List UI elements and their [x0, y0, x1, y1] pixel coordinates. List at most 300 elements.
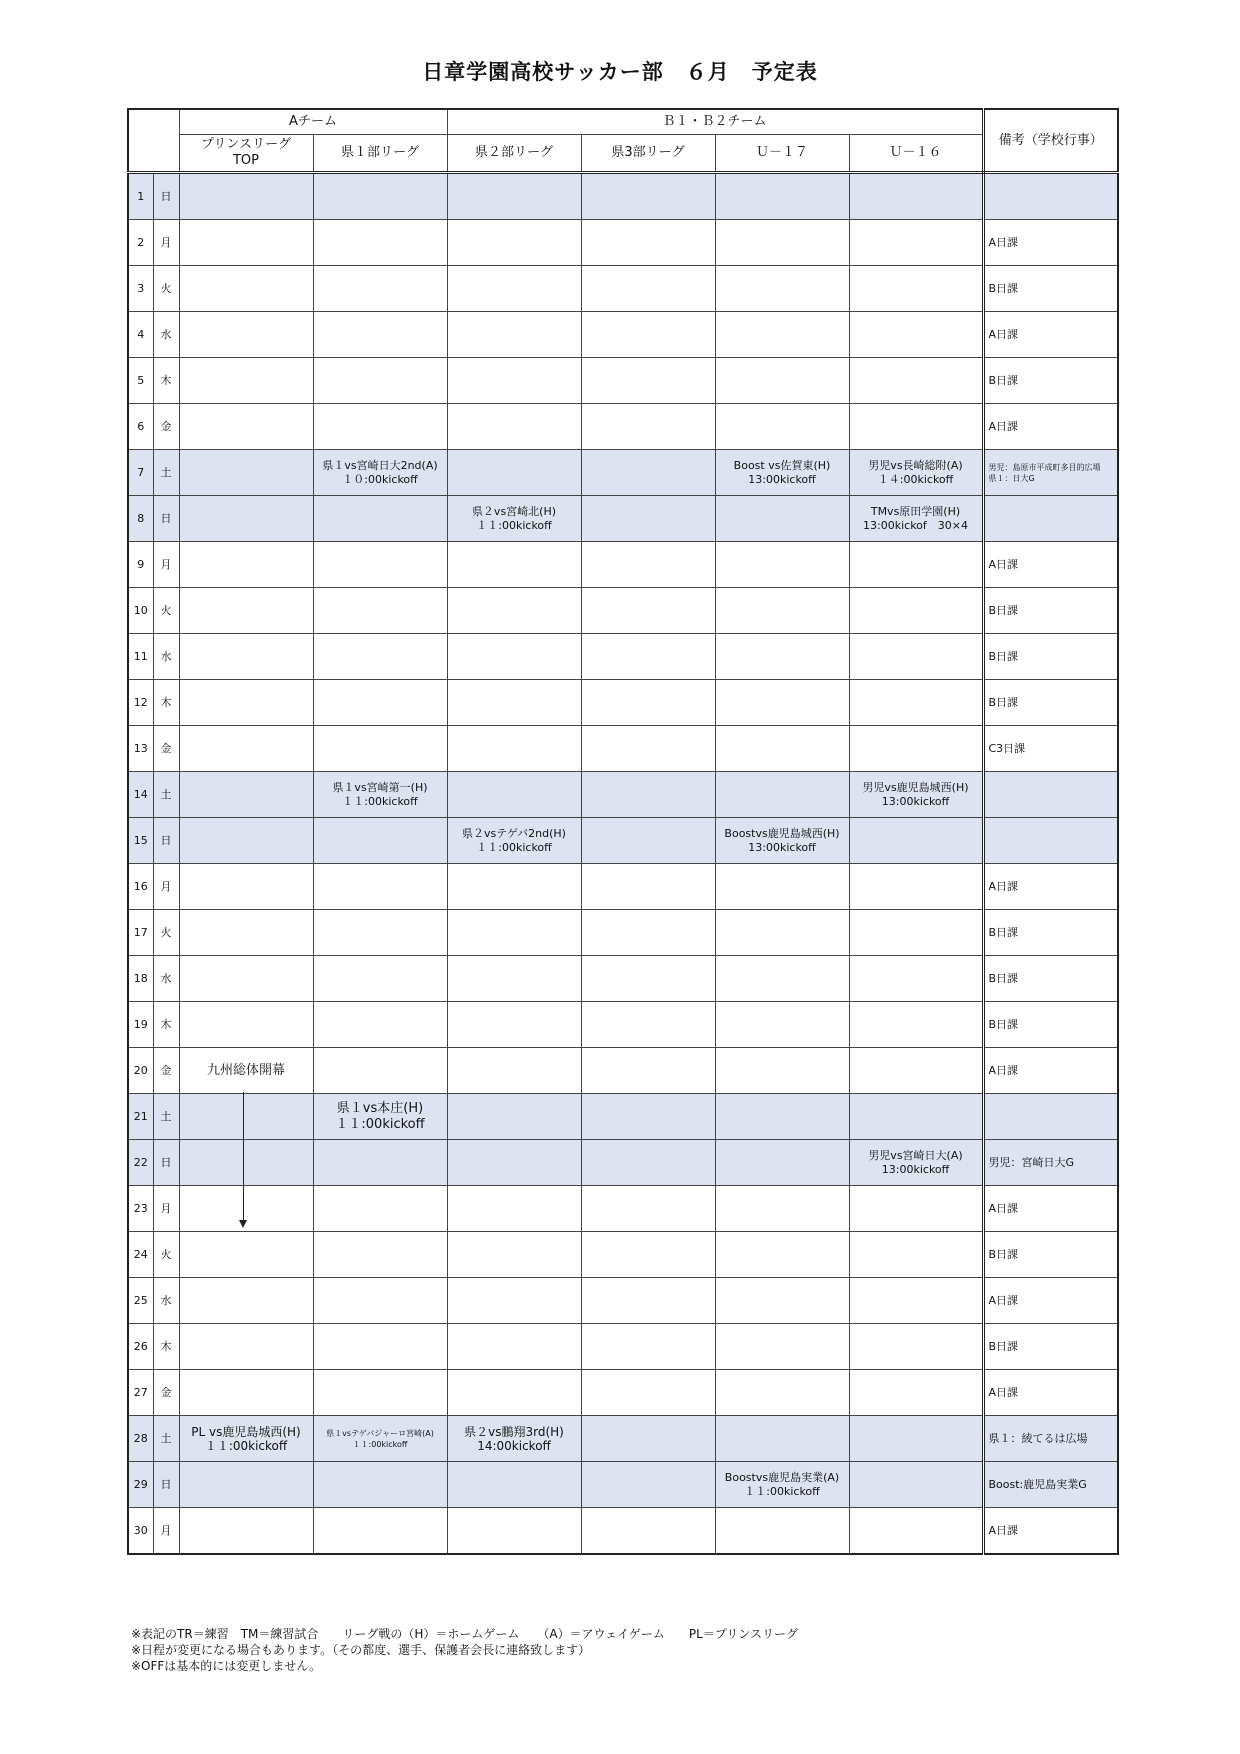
schedule-cell — [447, 450, 581, 496]
schedule-cell — [849, 404, 983, 450]
table-row — [128, 404, 1118, 450]
notes-cell — [983, 1140, 1118, 1186]
schedule-cell — [581, 220, 715, 266]
table-row — [128, 1094, 1118, 1140]
day-number: 8 — [128, 496, 153, 542]
schedule-cell — [581, 450, 715, 496]
schedule-cell — [715, 1232, 849, 1278]
schedule-cell — [715, 1370, 849, 1416]
weekday: 木 — [153, 1002, 179, 1048]
schedule-cell — [179, 1140, 313, 1186]
notes-header: 備考（学校行事） — [983, 109, 1118, 173]
table-row — [128, 1048, 1118, 1094]
table-row — [128, 1416, 1118, 1462]
table-row — [128, 542, 1118, 588]
schedule-cell — [179, 1416, 313, 1462]
schedule-cell — [849, 1048, 983, 1094]
schedule-cell — [313, 956, 447, 1002]
schedule-cell — [715, 956, 849, 1002]
notes-cell — [983, 404, 1118, 450]
schedule-cell — [179, 496, 313, 542]
schedule-cell — [715, 1048, 849, 1094]
schedule-cell — [447, 1416, 581, 1462]
schedule-cell — [313, 1370, 447, 1416]
schedule-cell — [849, 680, 983, 726]
note-text: A日課 — [988, 1385, 1019, 1399]
notes-cell — [983, 772, 1118, 818]
weekday: 水 — [153, 634, 179, 680]
schedule-cell — [447, 818, 581, 864]
schedule-cell — [447, 1370, 581, 1416]
schedule-cell — [715, 680, 849, 726]
column-header: 県２部リーグ — [447, 135, 581, 173]
schedule-cell — [447, 266, 581, 312]
schedule-cell — [581, 1002, 715, 1048]
notes-cell — [983, 588, 1118, 634]
schedule-cell — [179, 864, 313, 910]
weekday: 日 — [153, 496, 179, 542]
column-header: 県１部リーグ — [313, 135, 447, 173]
notes-cell — [983, 910, 1118, 956]
notes-cell — [983, 312, 1118, 358]
weekday: 水 — [153, 956, 179, 1002]
schedule-cell — [447, 496, 581, 542]
schedule-cell — [849, 1094, 983, 1140]
notes-cell — [983, 1416, 1118, 1462]
cell-text: 男児vs長崎総附(A) １４:00kickoff — [868, 458, 963, 486]
schedule-cell — [179, 220, 313, 266]
table-row — [128, 864, 1118, 910]
weekday: 日 — [153, 1462, 179, 1508]
schedule-cell — [179, 588, 313, 634]
day-number: 19 — [128, 1002, 153, 1048]
schedule-cell — [179, 1324, 313, 1370]
schedule-cell — [179, 542, 313, 588]
schedule-cell — [313, 1278, 447, 1324]
notes-cell — [983, 1370, 1118, 1416]
schedule-cell — [581, 588, 715, 634]
page-title: 日章学園高校サッカー部 ６月 予定表 — [422, 60, 818, 84]
note-text: B日課 — [988, 1247, 1019, 1261]
schedule-cell — [581, 726, 715, 772]
schedule-cell — [581, 956, 715, 1002]
schedule-cell — [581, 1140, 715, 1186]
footnote: ※表記のTR＝練習 TM＝練習試合 リーグ戦の（H）＝ホームゲーム （A）＝アウェイゲーム PL＝プリンスリーグ — [131, 1627, 799, 1641]
schedule-cell — [447, 772, 581, 818]
column-header: Ｕ－１７ — [715, 135, 849, 173]
schedule-cell — [179, 1048, 313, 1094]
cell-text: 県１vsテゲバジャーロ宮崎(A) １１:00kickoff — [326, 1428, 434, 1449]
notes-cell — [983, 680, 1118, 726]
notes-cell — [983, 220, 1118, 266]
schedule-cell — [849, 1278, 983, 1324]
weekday: 月 — [153, 1508, 179, 1555]
table-row — [128, 1462, 1118, 1508]
note-text: A日課 — [988, 235, 1019, 249]
cell-text: 男児vs宮崎日大(A) 13:00kickoff — [868, 1148, 963, 1176]
schedule-cell — [849, 818, 983, 864]
schedule-cell — [715, 1508, 849, 1555]
schedule-cell — [715, 1094, 849, 1140]
schedule-cell — [447, 173, 581, 220]
schedule-cell — [715, 220, 849, 266]
schedule-cell — [849, 1416, 983, 1462]
table-row — [128, 173, 1118, 220]
schedule-cell — [447, 1232, 581, 1278]
schedule-cell — [447, 1278, 581, 1324]
schedule-cell — [849, 956, 983, 1002]
schedule-cell — [313, 1002, 447, 1048]
schedule-cell — [313, 496, 447, 542]
cell-text: 県２vsテゲバ2nd(H) １１:00kickoff — [462, 826, 566, 854]
table-row — [128, 1232, 1118, 1278]
schedule-cell — [581, 864, 715, 910]
schedule-cell — [447, 358, 581, 404]
table-row — [128, 726, 1118, 772]
schedule-cell — [715, 1416, 849, 1462]
schedule-cell — [313, 1416, 447, 1462]
table-row — [128, 1002, 1118, 1048]
schedule-cell — [179, 956, 313, 1002]
notes-cell — [983, 173, 1118, 220]
schedule-cell — [447, 1186, 581, 1232]
schedule-cell — [447, 404, 581, 450]
schedule-cell — [313, 910, 447, 956]
day-number: 13 — [128, 726, 153, 772]
day-number: 18 — [128, 956, 153, 1002]
table-row — [128, 358, 1118, 404]
schedule-cell — [581, 1048, 715, 1094]
notes-cell — [983, 1324, 1118, 1370]
weekday: 木 — [153, 1324, 179, 1370]
weekday: 日 — [153, 173, 179, 220]
notes-cell — [983, 956, 1118, 1002]
weekday: 月 — [153, 220, 179, 266]
schedule-cell — [581, 312, 715, 358]
day-number: 16 — [128, 864, 153, 910]
schedule-cell — [715, 358, 849, 404]
column-header: Ｕ－１６ — [849, 135, 983, 173]
weekday: 火 — [153, 910, 179, 956]
schedule-cell — [715, 864, 849, 910]
table-row — [128, 496, 1118, 542]
schedule-cell — [581, 772, 715, 818]
day-number: 28 — [128, 1416, 153, 1462]
schedule-cell — [447, 1140, 581, 1186]
cell-text: Boostvs鹿児島城西(H) 13:00kickoff — [724, 826, 840, 854]
note-text: A日課 — [988, 1293, 1019, 1307]
note-text: B日課 — [988, 603, 1019, 617]
schedule-cell — [179, 1508, 313, 1555]
schedule-cell — [447, 634, 581, 680]
day-number: 3 — [128, 266, 153, 312]
day-number: 26 — [128, 1324, 153, 1370]
schedule-cell — [849, 450, 983, 496]
schedule-cell — [849, 634, 983, 680]
day-number: 7 — [128, 450, 153, 496]
schedule-cell — [849, 173, 983, 220]
schedule-table — [127, 108, 1119, 1555]
schedule-cell — [313, 220, 447, 266]
schedule-cell — [313, 680, 447, 726]
cell-text: 県１vs宮崎第一(H) １１:00kickoff — [332, 780, 428, 808]
schedule-cell — [313, 588, 447, 634]
notes-cell — [983, 726, 1118, 772]
column-header: プリンスリーグ TOP — [179, 135, 313, 173]
notes-cell — [983, 266, 1118, 312]
day-number: 1 — [128, 173, 153, 220]
table-row — [128, 588, 1118, 634]
notes-cell — [983, 818, 1118, 864]
schedule-cell — [581, 1186, 715, 1232]
schedule-cell — [581, 634, 715, 680]
schedule-cell — [313, 1186, 447, 1232]
day-number: 4 — [128, 312, 153, 358]
notes-cell — [983, 1002, 1118, 1048]
day-number: 12 — [128, 680, 153, 726]
schedule-cell — [581, 680, 715, 726]
schedule-cell — [581, 266, 715, 312]
schedule-cell — [179, 726, 313, 772]
note-text: A日課 — [988, 557, 1019, 571]
note-text: B日課 — [988, 1339, 1019, 1353]
schedule-cell — [447, 726, 581, 772]
schedule-cell — [447, 910, 581, 956]
day-number: 22 — [128, 1140, 153, 1186]
day-number: 27 — [128, 1370, 153, 1416]
schedule-cell — [179, 1370, 313, 1416]
schedule-cell — [715, 910, 849, 956]
schedule-cell — [313, 450, 447, 496]
schedule-cell — [715, 1324, 849, 1370]
cell-text: 県１vs宮崎日大2nd(A) １０:00kickoff — [322, 458, 438, 486]
day-number: 6 — [128, 404, 153, 450]
cell-text: TMvs原田学園(H) 13:00kickof 30×4 — [863, 504, 968, 532]
table-row — [128, 634, 1118, 680]
table-row — [128, 818, 1118, 864]
schedule-cell — [849, 1186, 983, 1232]
schedule-cell — [447, 1462, 581, 1508]
notes-cell — [983, 1186, 1118, 1232]
note-text: B日課 — [988, 925, 1019, 939]
schedule-cell — [715, 312, 849, 358]
schedule-cell — [849, 910, 983, 956]
schedule-cell — [179, 634, 313, 680]
schedule-cell — [849, 1370, 983, 1416]
table-row — [128, 266, 1118, 312]
schedule-cell — [313, 312, 447, 358]
notes-cell — [983, 450, 1118, 496]
footnote: ※OFFは基本的には変更しません。 — [131, 1659, 322, 1673]
schedule-cell — [581, 1232, 715, 1278]
schedule-cell — [715, 588, 849, 634]
schedule-cell — [849, 1232, 983, 1278]
note-text: A日課 — [988, 1201, 1019, 1215]
notes-cell — [983, 1094, 1118, 1140]
schedule-cell — [581, 173, 715, 220]
notes-cell — [983, 1278, 1118, 1324]
schedule-cell — [715, 542, 849, 588]
schedule-cell — [849, 358, 983, 404]
weekday: 土 — [153, 1094, 179, 1140]
notes-cell — [983, 1232, 1118, 1278]
schedule-cell — [715, 496, 849, 542]
note-text: A日課 — [988, 1523, 1019, 1537]
schedule-cell — [849, 266, 983, 312]
schedule-cell — [581, 358, 715, 404]
day-number: 24 — [128, 1232, 153, 1278]
schedule-cell — [715, 450, 849, 496]
weekday: 日 — [153, 818, 179, 864]
cell-text: 県２vs鵬翔3rd(H) 14:00kickoff — [464, 1424, 564, 1453]
day-number: 2 — [128, 220, 153, 266]
weekday: 金 — [153, 404, 179, 450]
note-text: B日課 — [988, 373, 1019, 387]
weekday: 月 — [153, 1186, 179, 1232]
notes-cell — [983, 496, 1118, 542]
schedule-cell — [715, 1002, 849, 1048]
schedule-cell — [447, 542, 581, 588]
schedule-cell — [447, 1508, 581, 1555]
notes-cell — [983, 1462, 1118, 1508]
schedule-cell — [313, 1232, 447, 1278]
schedule-cell — [313, 173, 447, 220]
cell-text: 九州総体開幕 — [206, 1062, 285, 1078]
weekday: 木 — [153, 680, 179, 726]
schedule-cell — [313, 1508, 447, 1555]
day-number: 23 — [128, 1186, 153, 1232]
schedule-cell — [447, 312, 581, 358]
note-text: B日課 — [988, 695, 1019, 709]
schedule-cell — [447, 1324, 581, 1370]
schedule-cell — [447, 864, 581, 910]
schedule-cell — [849, 1002, 983, 1048]
schedule-cell — [179, 450, 313, 496]
schedule-cell — [715, 818, 849, 864]
schedule-cell — [313, 358, 447, 404]
schedule-cell — [581, 542, 715, 588]
cell-text: 男児vs鹿児島城西(H) 13:00kickoff — [862, 780, 969, 808]
note-text: A日課 — [988, 419, 1019, 433]
schedule-cell — [849, 496, 983, 542]
table-row — [128, 1140, 1118, 1186]
schedule-cell — [715, 1462, 849, 1508]
note-text: 男児：宮崎日大G — [988, 1155, 1075, 1169]
schedule-cell — [179, 266, 313, 312]
schedule-cell — [447, 588, 581, 634]
schedule-cell — [849, 1324, 983, 1370]
footnotes — [131, 1626, 798, 1674]
table-row — [128, 1508, 1118, 1555]
weekday: 水 — [153, 1278, 179, 1324]
schedule-cell — [849, 864, 983, 910]
weekday: 火 — [153, 266, 179, 312]
schedule-cell — [581, 1462, 715, 1508]
notes-cell — [983, 634, 1118, 680]
group-a-header: Aチーム — [179, 109, 447, 135]
note-text: A日課 — [988, 1063, 1019, 1077]
schedule-cell — [179, 1094, 313, 1140]
schedule-cell — [313, 864, 447, 910]
schedule-cell — [849, 588, 983, 634]
schedule-cell — [313, 404, 447, 450]
schedule-cell — [313, 1462, 447, 1508]
table-row — [128, 772, 1118, 818]
cell-text: Boost vs佐賀東(H) 13:00kickoff — [733, 458, 831, 486]
schedule-cell — [849, 726, 983, 772]
schedule-cell — [581, 1324, 715, 1370]
schedule-cell — [715, 1140, 849, 1186]
table-row — [128, 910, 1118, 956]
schedule-cell — [313, 1048, 447, 1094]
day-number: 15 — [128, 818, 153, 864]
notes-cell — [983, 542, 1118, 588]
schedule-cell — [715, 404, 849, 450]
note-text: B日課 — [988, 281, 1019, 295]
notes-cell — [983, 1508, 1118, 1555]
schedule-cell — [715, 726, 849, 772]
notes-cell — [983, 864, 1118, 910]
day-number: 20 — [128, 1048, 153, 1094]
schedule-cell — [715, 772, 849, 818]
day-number: 29 — [128, 1462, 153, 1508]
schedule-cell — [581, 1416, 715, 1462]
table-row — [128, 1370, 1118, 1416]
schedule-cell — [715, 634, 849, 680]
footnote: ※日程が変更になる場合もあります。（その都度、選手、保護者会長に連絡致します） — [131, 1643, 591, 1657]
schedule-cell — [581, 818, 715, 864]
weekday: 水 — [153, 312, 179, 358]
schedule-cell — [179, 680, 313, 726]
schedule-cell — [447, 1002, 581, 1048]
day-number: 21 — [128, 1094, 153, 1140]
notes-cell — [983, 358, 1118, 404]
schedule-cell — [179, 1278, 313, 1324]
schedule-cell — [849, 1140, 983, 1186]
schedule-cell — [715, 1278, 849, 1324]
schedule-cell — [313, 1140, 447, 1186]
schedule-cell — [447, 956, 581, 1002]
schedule-cell — [849, 772, 983, 818]
schedule-cell — [179, 1462, 313, 1508]
weekday: 月 — [153, 542, 179, 588]
schedule-cell — [849, 542, 983, 588]
schedule-cell — [179, 312, 313, 358]
schedule-cell — [179, 772, 313, 818]
weekday: 木 — [153, 358, 179, 404]
schedule-cell — [447, 220, 581, 266]
arrow-down-icon — [243, 1092, 245, 1230]
weekday: 火 — [153, 1232, 179, 1278]
table-row — [128, 956, 1118, 1002]
note-text: B日課 — [988, 971, 1019, 985]
cell-text: Boostvs鹿児島実業(A) １１:00kickoff — [724, 1470, 840, 1498]
schedule-cell — [849, 312, 983, 358]
schedule-cell — [313, 542, 447, 588]
note-text: 男児：島原市平成町多目的広場 県１：日大G — [988, 462, 1101, 483]
day-number: 30 — [128, 1508, 153, 1555]
note-text: A日課 — [988, 327, 1019, 341]
day-number: 17 — [128, 910, 153, 956]
table-row — [128, 1324, 1118, 1370]
weekday: 月 — [153, 864, 179, 910]
schedule-cell — [581, 1094, 715, 1140]
day-number: 25 — [128, 1278, 153, 1324]
weekday: 金 — [153, 726, 179, 772]
cell-text: 県２vs宮崎北(H) １１:00kickoff — [471, 504, 557, 532]
schedule-cell — [313, 1324, 447, 1370]
note-text: C3日課 — [988, 741, 1026, 755]
